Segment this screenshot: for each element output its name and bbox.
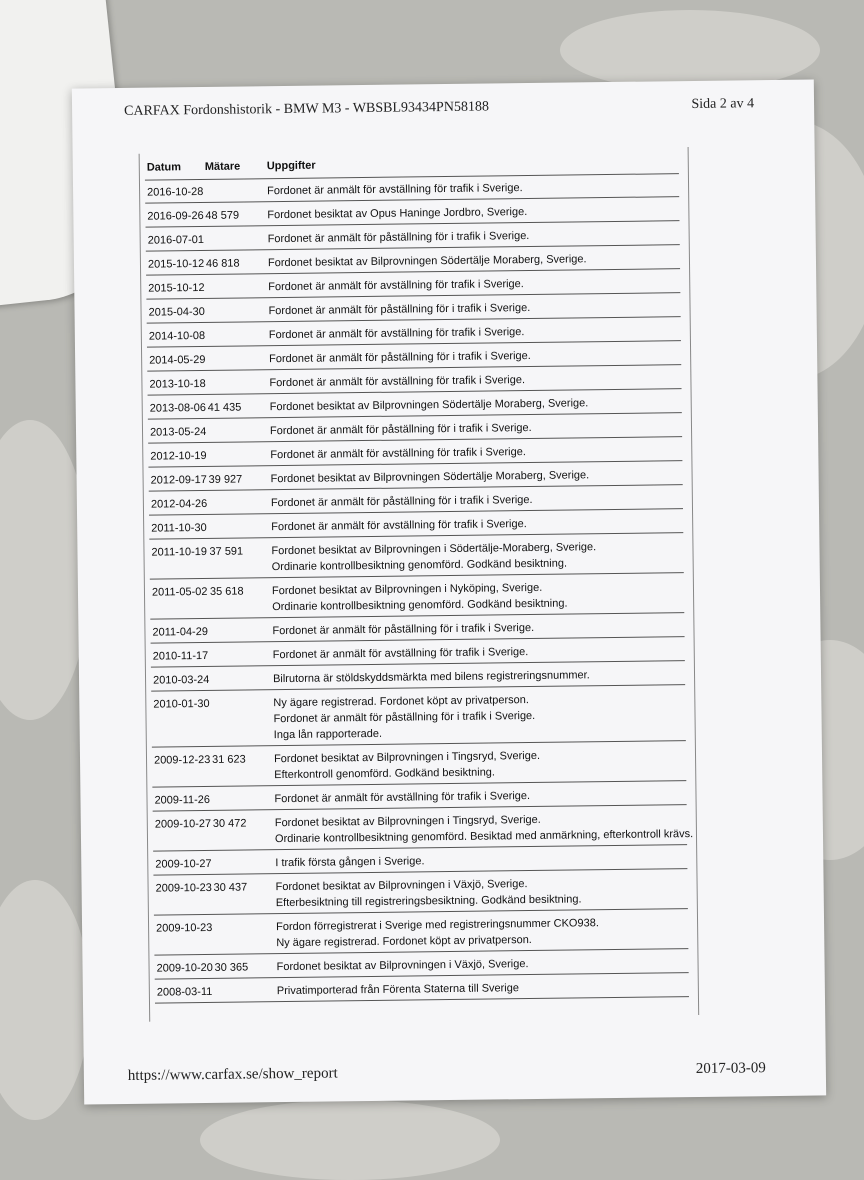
row-info <box>273 685 686 745</box>
row-info-line: Fordonet besiktat av Bilprovningen Södertälje Moraberg, Sverige. <box>270 469 590 486</box>
row-info-line: Ordinarie kontrollbesiktning genomförd. Besiktad med anmärkning, efterkontroll krävs. <box>274 828 694 846</box>
row-meter: 30 437 <box>213 881 248 894</box>
row-date: 2009-10-20 <box>156 961 213 975</box>
row-date: 2013-10-18 <box>149 377 206 391</box>
row-info-line: Fordonet besiktat av Opus Haninge Jordbro, Sverige. <box>267 206 528 222</box>
row-info-line: Fordon förregistrerat i Sverige med registreringsnummer CKO938. <box>276 917 599 934</box>
row-date: 2011-10-30 <box>151 521 207 535</box>
row-date: 2014-10-08 <box>148 329 206 343</box>
table-row <box>153 805 694 852</box>
row-date: 2013-08-06 <box>149 401 207 415</box>
document-title: CARFAX Fordonshistorik - BMW M3 - WBSBL93434PN58188 <box>124 99 489 119</box>
row-info-line: Privatimporterad från Förenta Staterna till Sverige <box>276 982 520 998</box>
row-info-line: Fordonet besiktat av Bilprovningen i Tingsryd, Sverige. <box>273 749 541 766</box>
table-row <box>153 869 687 916</box>
row-info-line: Fordonet är anmält för påställning för i trafik i Sverige. <box>269 421 532 438</box>
row-info-line: Fordonet är anmält för påställning för i trafik i Sverige. <box>273 709 536 726</box>
row-info-line: Fordonet är anmält för avställning för trafik i Sverige. <box>268 326 525 342</box>
row-meter: 48 579 <box>205 209 240 222</box>
row-info <box>276 909 688 953</box>
row-date: 2015-04-30 <box>148 305 205 319</box>
row-date: 2010-11-17 <box>152 649 209 663</box>
row-info-line: Fordonet besiktat av Bilprovningen i Växjö, Sverige. <box>275 878 528 894</box>
row-info-line: Fordonet besiktat av Bilprovningen i Tingsryd, Sverige. <box>274 813 541 830</box>
row-meter: 30 365 <box>214 961 249 974</box>
row-info-line: Fordonet är anmält för avställning för trafik i Sverige. <box>270 446 526 462</box>
report-date: 2017-03-09 <box>695 1060 766 1078</box>
row-info-line: Fordonet besiktat av Bilprovningen i Växjö, Sverige. <box>276 958 529 974</box>
row-date: 2012-09-17 <box>150 473 207 487</box>
row-info <box>272 573 684 617</box>
row-info-line: Fordonet är anmält för avställning för trafik i Sverige. <box>274 790 531 806</box>
row-date: 2012-10-19 <box>150 449 207 463</box>
row-date: 2009-11-26 <box>154 793 211 807</box>
row-date: 2014-05-29 <box>149 353 206 367</box>
row-info-line: Fordonet besiktat av Bilprovningen Södertälje Moraberg, Sverige. <box>267 253 587 270</box>
row-info-line: Fordonet besiktat av Bilprovningen Södertälje Moraberg, Sverige. <box>269 397 589 414</box>
row-info-line: Fordonet är anmält för avställning för trafik i Sverige. <box>268 278 524 294</box>
row-date: 2009-12-23 <box>153 753 211 767</box>
row-info-line: Fordonet är anmält för avställning för trafik i Sverige. <box>271 518 527 534</box>
row-info-line: Fordonet är anmält för avställning för trafik i Sverige. <box>269 374 526 390</box>
row-info-line: Fordonet är anmält för påställning för i trafik i Sverige. <box>268 301 531 318</box>
row-date: 2011-04-29 <box>152 625 208 639</box>
row-info-line: Ordinarie kontrollbesiktning genomförd. Godkänd besiktning. <box>272 597 568 614</box>
row-info-line: I trafik första gången i Sverige. <box>275 855 425 870</box>
row-date: 2012-04-26 <box>150 497 208 511</box>
row-meter: 31 623 <box>211 753 246 766</box>
row-date: 2016-09-26 <box>147 209 204 223</box>
row-date: 2010-03-24 <box>152 673 210 687</box>
history-table-body <box>145 173 694 1003</box>
row-date: 2009-10-23 <box>155 881 212 895</box>
row-date: 2010-01-30 <box>153 697 210 711</box>
row-info-line: Efterbesiktning till registreringsbesiktning. Godkänd besiktning. <box>275 893 582 910</box>
row-info-line: Fordonet besiktat av Bilprovningen i Nyköping, Sverige. <box>271 581 543 598</box>
row-meter: 39 927 <box>208 473 243 486</box>
row-info-line: Fordonet besiktat av Bilprovningen i Södertälje-Moraberg, Sverige. <box>271 541 597 558</box>
row-date: 2015-10-12 <box>148 281 205 295</box>
table-row <box>151 685 686 748</box>
row-info <box>277 973 689 1001</box>
row-meter: 41 435 <box>207 401 242 414</box>
row-date: 2016-07-01 <box>147 233 205 247</box>
column-header-date: Datum <box>146 161 182 174</box>
table-row <box>149 533 683 580</box>
row-info <box>271 533 683 577</box>
row-date: 2013-05-24 <box>149 425 207 439</box>
row-info-line: Fordonet är anmält för påställning för i trafik i Sverige. <box>270 493 533 510</box>
row-info-line: Ordinarie kontrollbesiktning genomförd. Godkänd besiktning. <box>271 557 568 574</box>
row-info <box>275 869 687 913</box>
row-date: 2011-05-02 <box>151 585 208 599</box>
document-page <box>72 80 826 1105</box>
report-url: https://www.carfax.se/show_report <box>127 1065 338 1084</box>
column-header-info: Uppgifter <box>266 159 316 173</box>
row-date: 2009-10-27 <box>154 817 212 831</box>
row-info-line: Fordonet är anmält för påställning för i trafik i Sverige. <box>269 349 531 366</box>
row-info-line: Fordonet är anmält för avställning för trafik i Sverige. <box>272 646 529 662</box>
row-meter: 37 591 <box>209 545 244 558</box>
page-number: Sida 2 av 4 <box>691 96 755 113</box>
column-header-meter: Mätare <box>204 160 241 173</box>
table-row <box>152 741 686 788</box>
row-date: 2011-10-19 <box>151 545 208 559</box>
row-date: 2008-03-11 <box>156 985 213 999</box>
row-info-line: Inga lån rapporterade. <box>273 727 383 742</box>
row-date: 2009-10-23 <box>156 921 213 935</box>
table-row <box>154 909 688 956</box>
row-info <box>274 741 686 785</box>
row-info <box>274 805 694 849</box>
table-row <box>150 573 684 620</box>
row-info-line: Bilrutorna är stöldskyddsmärkta med bilens registreringsnummer. <box>272 669 590 686</box>
row-info-line: Fordonet är anmält för avställning för trafik i Sverige. <box>267 182 523 198</box>
row-meter: 35 618 <box>209 585 244 598</box>
row-info-line: Efterkontroll genomförd. Godkänd besiktning. <box>274 766 496 782</box>
row-info-line: Ny ägare registrerad. Fordonet köpt av privatperson. <box>273 694 529 710</box>
row-meter: 46 818 <box>205 257 240 270</box>
row-info-line: Ny ägare registrerad. Fordonet köpt av privatperson. <box>276 934 532 950</box>
row-info-line: Fordonet är anmält för påställning för i trafik i Sverige. <box>272 621 535 638</box>
row-date: 2015-10-12 <box>147 257 205 271</box>
row-info-line: Fordonet är anmält för påställning för i trafik i Sverige. <box>267 229 530 246</box>
row-date: 2016-10-28 <box>147 185 204 199</box>
row-meter: 30 472 <box>212 817 247 830</box>
row-date: 2009-10-27 <box>155 857 212 871</box>
